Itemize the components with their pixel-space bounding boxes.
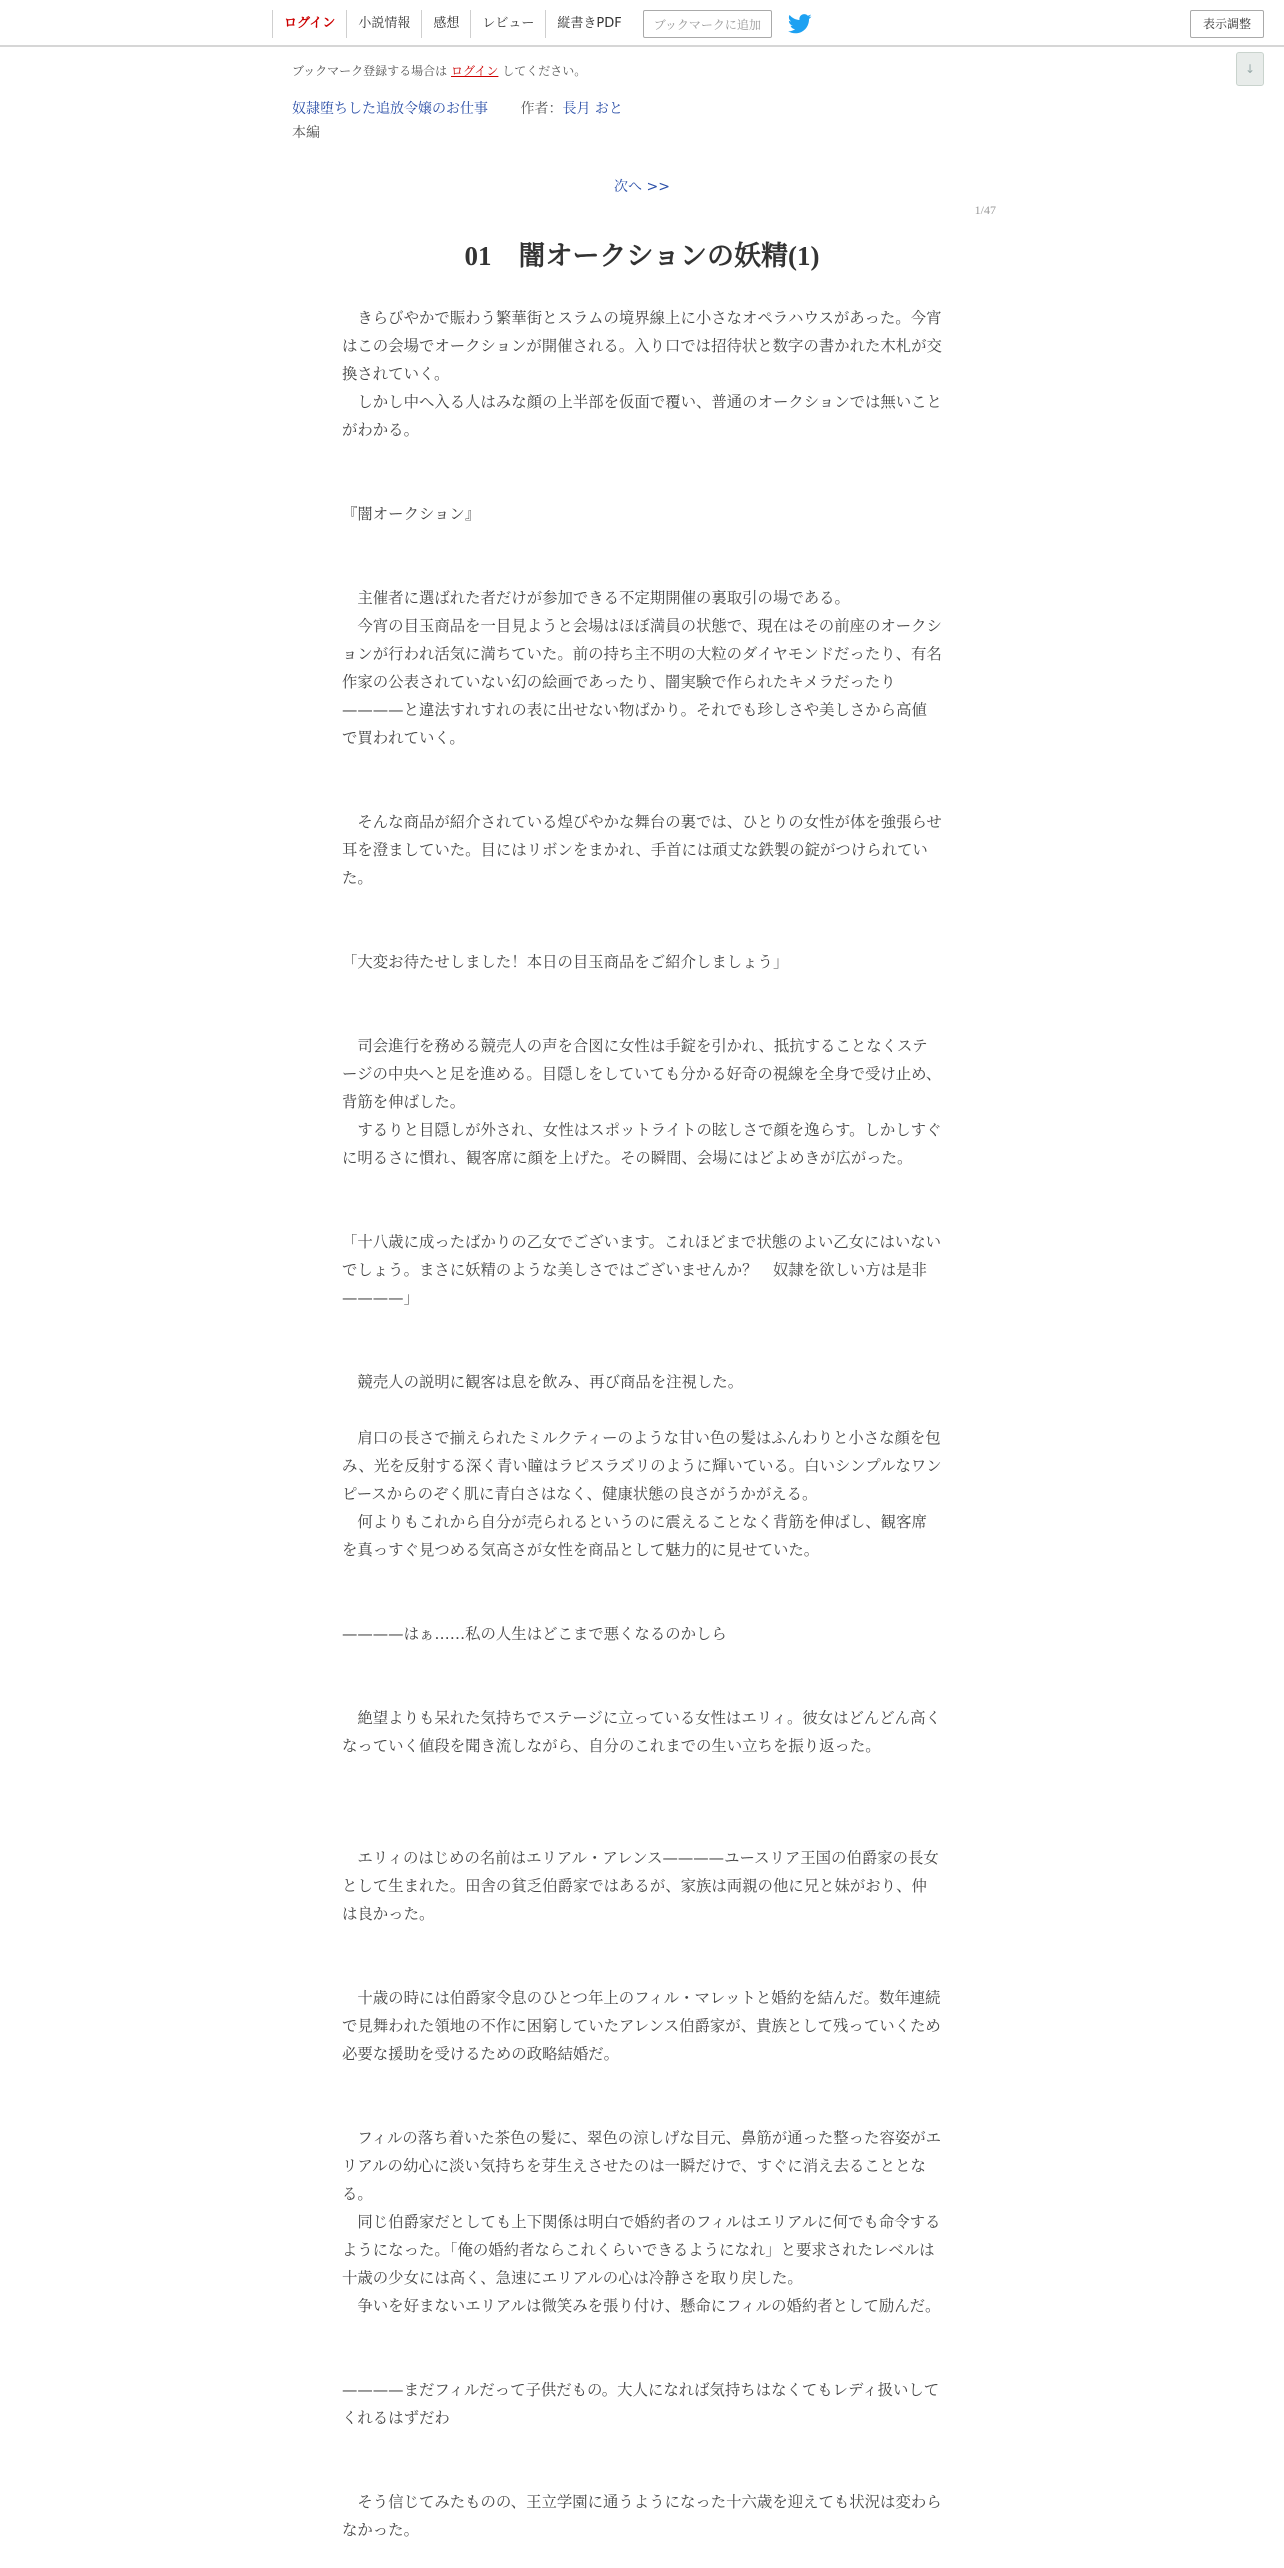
body-paragraph — [342, 1200, 942, 1228]
bookmark-note-suffix: してください。 — [502, 64, 587, 78]
body-paragraph — [342, 2096, 942, 2124]
body-paragraph — [342, 528, 942, 556]
body-paragraph — [342, 2432, 942, 2460]
body-paragraph — [342, 472, 942, 500]
body-paragraph — [342, 2068, 942, 2096]
body-paragraph — [342, 1648, 942, 1676]
nav-impressions-link[interactable]: 感想 — [421, 10, 470, 38]
top-navigation-bar — [0, 0, 1284, 47]
body-paragraph — [342, 1312, 942, 1340]
body-paragraph: そう信じてみたものの、王立学園に通うようになった十六歳を迎えても状況は変わらなかった。 — [342, 2493, 942, 2539]
twitter-icon[interactable] — [786, 10, 814, 38]
nav-novel-info-link[interactable]: 小説情報 — [346, 10, 421, 38]
section-name: 本編 — [292, 125, 320, 141]
body-paragraph — [342, 1760, 942, 1788]
body-paragraph — [342, 920, 942, 948]
display-settings-button[interactable]: 表示調整 — [1190, 10, 1264, 38]
body-paragraph: 『闇オークション』 — [342, 505, 481, 523]
body-paragraph: 今宵の目玉商品を一目見ようと会場はほぼ満員の状態で、現在はその前座のオークションが行われ活気に満ちていた。前の持ち主不明の大粒のダイヤモンドだったり、有名作家の公表されていない幻の絵画であったり、闇実験で作られたキメラだったり————と違法すれすれの表に出せない物ばかり。それでも珍しさや美しさから高値で買われていく。 — [342, 617, 942, 747]
body-paragraph: 「十八歳に成ったばかりの乙女でございます。これほどまで状態のよい乙女にはいないでしょう。まさに妖精のような美しさではございませんか？ 奴隷を欲しい方は是非————」 — [342, 1233, 942, 1307]
work-title-link[interactable]: 奴隷堕ちした追放令嬢のお仕事 — [292, 101, 488, 117]
body-paragraph — [342, 780, 942, 808]
body-paragraph: 主催者に選ばれた者だけが参加できる不定期開催の裏取引の場である。 — [342, 589, 850, 607]
body-paragraph: 「大変お待たせしました！本日の目玉商品をご紹介しましょう」 — [342, 953, 789, 971]
body-paragraph: エリィのはじめの名前はエリアル・アレンス————ユースリア王国の伯爵家の長女として生まれた。田舎の貧乏伯爵家ではあるが、家族は両親の他に兄と妹がおり、仲は良かった。 — [342, 1849, 939, 1923]
body-paragraph — [342, 1788, 942, 1816]
chapter-title: 01 闇オークションの妖精(1) — [464, 241, 820, 271]
author-link[interactable]: 長月 おと — [562, 101, 623, 117]
body-paragraph: 同じ伯爵家だとしても上下関係は明白で婚約者のフィルはエリアルに何でも命令するようになった。「俺の婚約者ならこれくらいできるようになれ」と要求されたレベルは十歳の少女には高く、急速にエリアルの心は冷静さを取り戻した。 — [342, 2213, 941, 2287]
body-paragraph: きらびやかで賑わう繁華街とスラムの境界線上に小さなオペラハウスがあった。今宵はこの会場でオークションが開催される。入り口では招待状と数字の書かれた木札が交換されていく。 — [342, 309, 942, 383]
body-paragraph: するりと目隠しが外され、女性はスポットライトの眩しさで顔を逸らす。しかしすぐに明るさに慣れ、観客席に顔を上げた。その瞬間、会場にはどよめきが広がった。 — [342, 1121, 942, 1167]
pager-next — [0, 176, 1284, 196]
body-paragraph — [342, 2348, 942, 2376]
nav-list — [272, 0, 814, 47]
body-paragraph — [342, 1172, 942, 1200]
body-paragraph: フィルの落ち着いた茶色の髪に、翠色の涼しげな目元、鼻筋が通った整った容姿がエリアルの幼心に淡い気持ちを芽生えさせたのは一瞬だけで、すぐに消え去ることとなる。 — [342, 2129, 942, 2203]
nav-review-link[interactable]: レビュー — [470, 10, 545, 38]
body-paragraph — [342, 2460, 942, 2488]
body-paragraph: ————まだフィルだって子供だもの。大人になれば気持ちはなくてもレディ扱いしてくれるはずだわ — [342, 2381, 940, 2427]
bookmark-login-note — [292, 62, 586, 79]
bookmark-note-prefix: ブックマーク登録する場合は — [292, 64, 448, 78]
body-paragraph: 十歳の時には伯爵家令息のひとつ年上のフィル・マレットと婚約を結んだ。数年連続で見舞われた領地の不作に困窮していたアレンス伯爵家が、貴族として残っていくため必要な援助を受けるための政略結婚だ。 — [342, 1989, 941, 2063]
nav-login-link[interactable]: ログイン — [272, 10, 346, 38]
bookmark-note-login-link[interactable]: ログイン — [451, 64, 499, 78]
body-paragraph — [342, 2320, 942, 2348]
body-paragraph: 司会進行を務める競売人の声を合図に女性は手錠を引かれ、抵抗することなくステージの中央へと足を進める。目隠しをしていても分かる好奇の視線を全身で受け止め、背筋を伸ばした。 — [342, 1037, 942, 1111]
work-meta — [292, 98, 623, 118]
add-bookmark-button[interactable]: ブックマークに追加 — [643, 10, 772, 38]
body-paragraph: 絶望よりも呆れた気持ちでステージに立っている女性はエリィ。彼女はどんどん高くなっていく値段を聞き流しながら、自分のこれまでの生い立ちを振り返った。 — [342, 1709, 941, 1755]
body-paragraph: 競売人の説明に観客は息を飲み、再び商品を注視した。 — [342, 1373, 744, 1391]
body-paragraph — [342, 1676, 942, 1704]
body-paragraph — [342, 444, 942, 472]
body-paragraph — [342, 1592, 942, 1620]
novel-body-text — [342, 304, 942, 2544]
body-paragraph — [342, 1956, 942, 1984]
scroll-down-button[interactable]: ↓ — [1236, 52, 1264, 86]
body-paragraph: 争いを好まないエリアルは微笑みを張り付け、懸命にフィルの婚約者として励んだ。 — [342, 2297, 941, 2315]
body-paragraph — [342, 1928, 942, 1956]
body-paragraph — [342, 1816, 942, 1844]
body-paragraph: 肩口の長さで揃えられたミルクティーのような甘い色の髪はふんわりと小さな顔を包み、光を反射する深く青い瞳はラピスラズリのように輝いている。白いシンプルなワンピースからのぞく肌に青白さはなく、健康状態の良さがうかがえる。 — [342, 1429, 942, 1503]
body-paragraph — [342, 556, 942, 584]
next-page-link[interactable]: 次へ >> — [614, 179, 670, 195]
body-paragraph: 何よりもこれから自分が売られるというのに震えることなく背筋を伸ばし、観客席を真っすぐ見つめる気高さが女性を商品として魅力的に見せていた。 — [342, 1513, 927, 1559]
nav-vertical-pdf-link[interactable]: 縦書きPDF — [545, 10, 632, 38]
body-paragraph — [342, 1340, 942, 1368]
body-paragraph: ————はぁ……私の人生はどこまで悪くなるのかしら — [342, 1625, 727, 1643]
body-paragraph — [342, 976, 942, 1004]
page-count: 1/47 — [974, 203, 996, 217]
body-paragraph — [342, 1564, 942, 1592]
body-paragraph: そんな商品が紹介されている煌びやかな舞台の裏では、ひとりの女性が体を強張らせ耳を澄ましていた。目にはリボンをまかれ、手首には頑丈な鉄製の錠がつけられていた。 — [342, 813, 942, 887]
body-paragraph — [342, 1004, 942, 1032]
body-paragraph — [342, 1396, 942, 1424]
body-paragraph — [342, 892, 942, 920]
author-label: 作者： — [520, 101, 563, 117]
body-paragraph — [342, 752, 942, 780]
body-paragraph: しかし中へ入る人はみな顔の上半部を仮面で覆い、普通のオークションでは無いことがわかる。 — [342, 393, 942, 439]
